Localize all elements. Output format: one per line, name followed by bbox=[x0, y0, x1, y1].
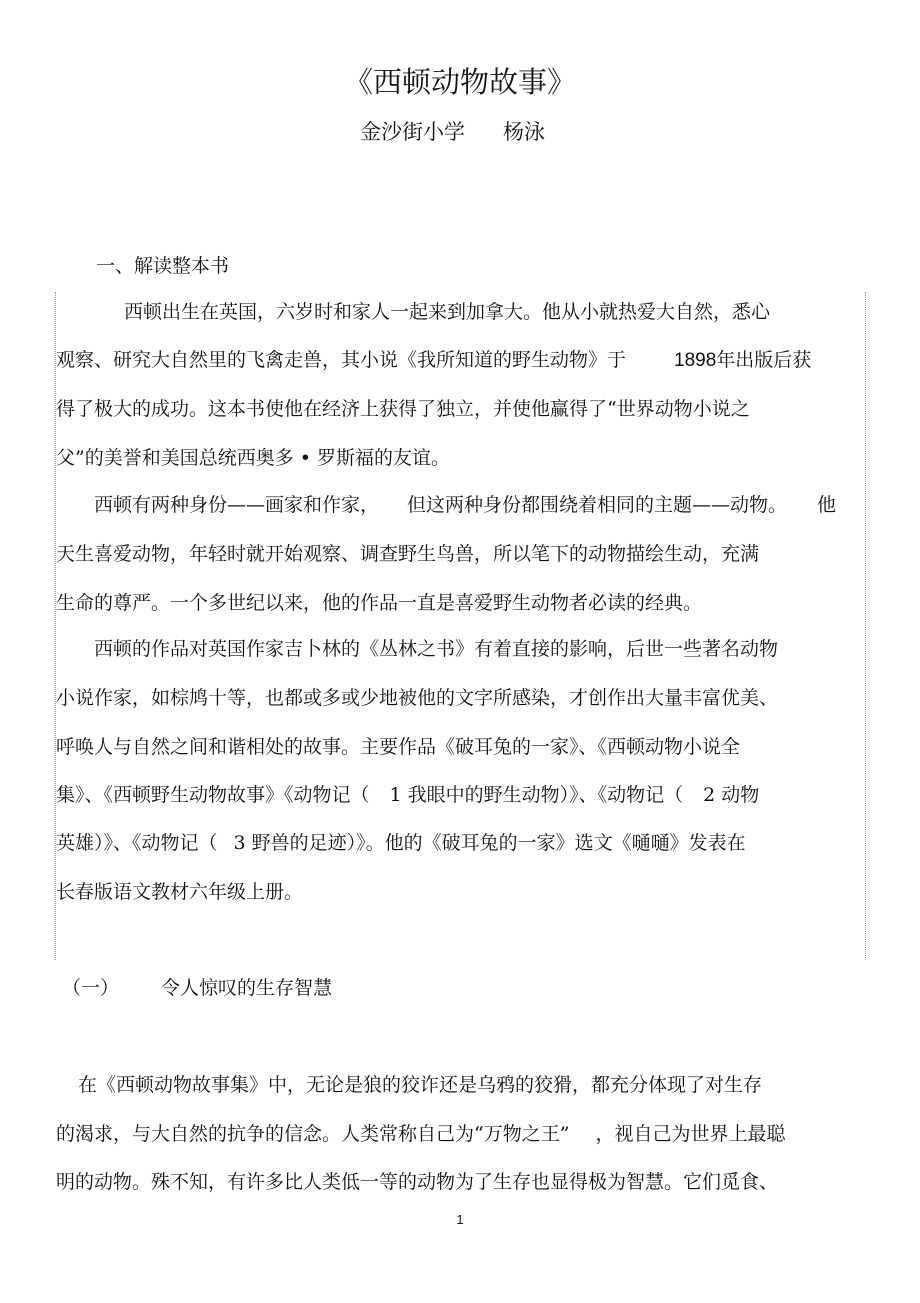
school-name: 金沙街小学 bbox=[360, 120, 465, 144]
para1-line1: 西顿出生在英国，六岁时和家人一起来到加拿大。他从小就热爱大自然，悉心 bbox=[124, 301, 771, 323]
para3-line4-b: 1 我眼中的野生动物）》、《动物记（ bbox=[389, 784, 684, 806]
para2-line1-a: 西顿有两种身份——画家和作家， bbox=[94, 494, 380, 516]
para2-line2: 天生喜爱动物，年轻时就开始观察、调查野生鸟兽，所以笔下的动物描绘生动，充满 bbox=[56, 543, 760, 565]
section-heading: 一、解读整本书 bbox=[96, 255, 230, 277]
frame-left-border bbox=[55, 292, 56, 960]
para4-line2 bbox=[56, 1122, 785, 1146]
para2-line1 bbox=[94, 493, 836, 517]
para4-line2-a: 的渴求，与大自然的抗争的信念。人类常称自己为“万物之王” bbox=[56, 1123, 570, 1145]
para4-line2-b: ，视自己为世界上最聪 bbox=[595, 1123, 786, 1145]
para4-line3: 明的动物。殊不知，有许多比人类低一等的动物为了生存也显得极为智慧。它们觅食、 bbox=[56, 1171, 779, 1193]
para3-line5-b: 3 野兽的足迹）》。他的《破耳兔的一家》选文《嗵嗵》发表在 bbox=[233, 832, 746, 854]
para1-line2 bbox=[56, 348, 811, 373]
para1-line2-text: 观察、研究大自然里的飞禽走兽，其小说《我所知道的野生动物》于 bbox=[56, 349, 627, 371]
para4-line1: 在《西顿动物故事集》中，无论是狼的狡诈还是乌鸦的狡猾，都充分体现了对生存 bbox=[78, 1074, 763, 1096]
subsection-number: （一） bbox=[62, 977, 120, 999]
para3-line5 bbox=[56, 831, 746, 855]
para3-line6: 长春版语文教材六年级上册。 bbox=[56, 881, 304, 903]
para3-line4-c: 2 动物 bbox=[703, 784, 760, 806]
para3-line4-a: 集》、《西顿野生动物故事》《动物记（ bbox=[56, 784, 370, 806]
para3-line3: 呼唤人与自然之间和谐相处的故事。主要作品《破耳兔的一家》、《西顿动物小说全 bbox=[56, 736, 741, 758]
para3-line1: 西顿的作品对英国作家吉卜林的《丛林之书》有着直接的影响，后世一些著名动物 bbox=[94, 638, 779, 660]
para1-line2-year: 1898年出版后获 bbox=[674, 350, 812, 371]
para1-line3: 得了极大的成功。这本书使他在经济上获得了独立，并使他赢得了“世界动物小说之 bbox=[56, 398, 750, 420]
para2-line3: 生命的尊严。一个多世纪以来，他的作品一直是喜爱野生动物者必读的经典。 bbox=[56, 592, 703, 614]
para3-line5-a: 英雄）》、《动物记（ bbox=[56, 832, 218, 854]
para1-line4: 父”的美誉和美国总统西奥多 • 罗斯福的友谊。 bbox=[56, 447, 451, 469]
para3-line2: 小说作家，如棕鸠十等，也都或多或少地被他的文字所感染，才创作出大量丰富优美、 bbox=[56, 687, 779, 709]
byline bbox=[360, 118, 545, 146]
document-title: 《西顿动物故事》 bbox=[343, 65, 576, 99]
para3-line4 bbox=[56, 783, 759, 807]
para2-line1-b: 但这两种身份都围绕着相同的主题——动物。 bbox=[407, 494, 788, 516]
subsection-heading bbox=[62, 976, 332, 1000]
para2-line1-c: 他 bbox=[817, 494, 837, 516]
author-name: 杨泳 bbox=[503, 120, 545, 144]
frame-right-border bbox=[865, 292, 866, 960]
page-number: 1 bbox=[456, 1212, 464, 1227]
subsection-title: 令人惊叹的生存智慧 bbox=[161, 977, 333, 999]
